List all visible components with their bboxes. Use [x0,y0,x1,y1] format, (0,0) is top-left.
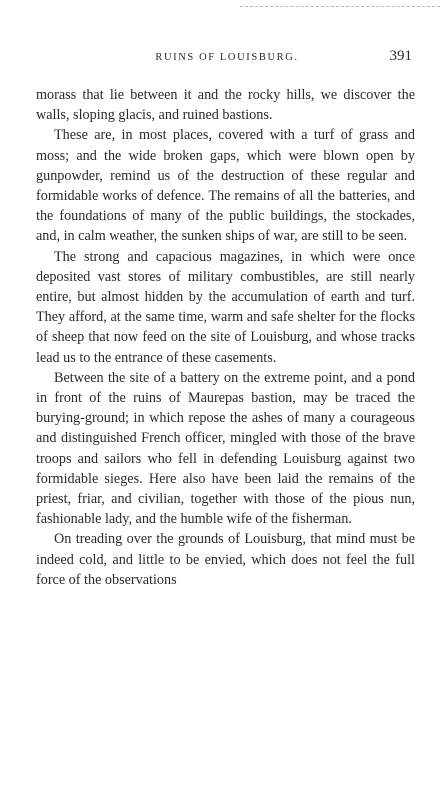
page-number: 391 [389,48,412,64]
paragraph: The strong and capacious magazines, in which were once deposited vast stores of military combustibles, are still nearly entire, but almost hidden by the accumulation of earth and turf. They afford, at the same time, warm and safe shelter for the flocks of sheep that now feed on the site of Louisburg, and whose tracks lead us to the entrance of these casements. [36,248,415,366]
scan-edge-rule [240,6,440,7]
paragraph: Between the site of a battery on the extreme point, and a pond in front of the ruins of Maurepas bastion, may be traced the burying-ground; in which repose the ashes of many a courageous and distinguished French officer, mingled with those of the brave troops and sailors who fell in defending Louisburg against two formidable sieges. Here also have been laid the remains of the priest, friar, and civilian, together with those of the pious nun, fashionable lady, and the humble wife of the fisherman. [36,369,415,528]
body-text [36,85,415,590]
paragraph: These are, in most places, covered with a turf of grass and moss; and the wide broken gaps, which were blown open by gunpowder, remind us of the destruction of these regular and formidable works of defence. The remains of all the batteries, and the foundations of many of the public buildings, the stockades, and, in calm weather, the sunken ships of war, are still to be seen. [36,127,415,245]
paragraph-continuation: morass that lie between it and the rocky hills, we discover the walls, sloping glacis, and ruined bastions. [36,87,415,124]
running-head [36,50,418,70]
running-title: RUINS OF LOUISBURG. [155,52,299,63]
paragraph: On treading over the grounds of Louisburg, that mind must be indeed cold, and little to be envied, which does not feel the full force of the observations [36,531,415,588]
